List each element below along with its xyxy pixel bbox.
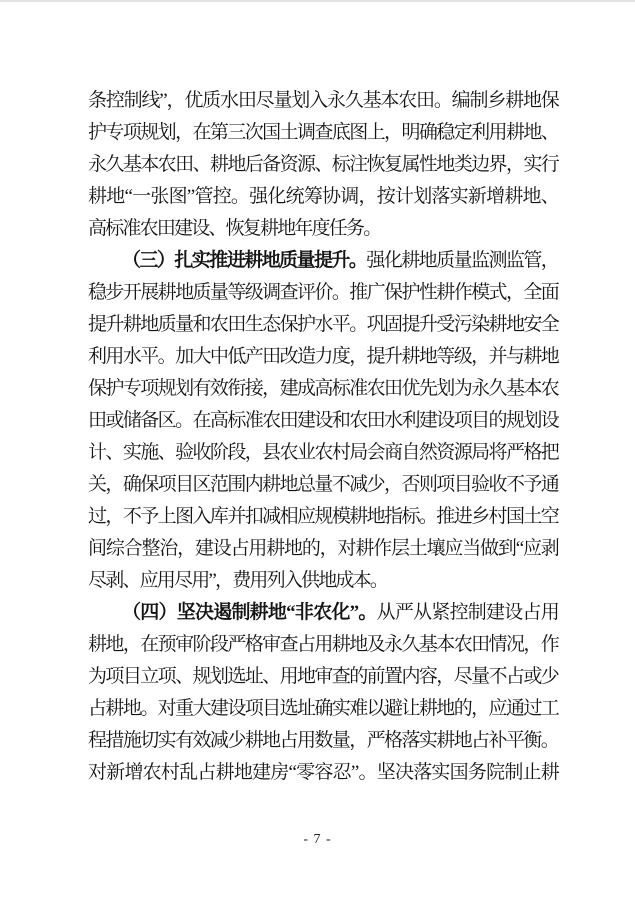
body-text-run: 条控制线”，优质水田尽量划入永久基本农田。编制乡耕地保 xyxy=(88,90,558,111)
text-line xyxy=(88,181,558,213)
section-heading-run: （三）扎实推进耕地质量提升。 xyxy=(122,250,367,271)
body-text-run: 为项目立项、规划选址、用地审查的前置内容，尽量不占或少 xyxy=(88,666,558,687)
text-line xyxy=(88,533,558,565)
text-line xyxy=(88,725,558,757)
body-text-run: 关，确保项目区范围内耕地总量不减少，否则项目验收不予通 xyxy=(88,474,558,495)
text-line xyxy=(88,85,558,117)
body-text-run: 尽剥、应用尽用”，费用列入供地成本。 xyxy=(88,570,388,591)
text-line xyxy=(88,629,558,661)
text-line xyxy=(88,213,558,245)
text-line xyxy=(88,341,558,373)
section-heading-run: （四）坚决遏制耕地“非农化”。 xyxy=(122,602,377,623)
body-text-run: 提升耕地质量和农田生态保护水平。巩固提升受污染耕地安全 xyxy=(88,314,558,335)
text-line xyxy=(88,597,558,629)
body-text-run: 高标准农田建设、恢复耕地年度任务。 xyxy=(88,218,381,239)
text-line xyxy=(88,757,558,789)
page-top-edge xyxy=(0,0,635,2)
body-text-run: 护专项规划，在第三次国土调查底图上，明确稳定利用耕地、 xyxy=(88,122,558,143)
body-text-run: 耕地，在预审阶段严格审查占用耕地及永久基本农田情况，作 xyxy=(88,634,558,655)
body-text-run: 耕地“一张图”管控。强化统筹协调，按计划落实新增耕地、 xyxy=(88,186,558,207)
text-line xyxy=(88,565,558,597)
body-text-run: 利用水平。加大中低产田改造力度，提升耕地等级，并与耕地 xyxy=(88,346,558,367)
text-line xyxy=(88,501,558,533)
text-line xyxy=(88,661,558,693)
text-line xyxy=(88,149,558,181)
body-text-run: 田或储备区。在高标准农田建设和农田水利建设项目的规划设 xyxy=(88,410,558,431)
body-text-run: 对新增农村乱占耕地建房“零容忍”。坚决落实国务院制止耕 xyxy=(88,762,558,783)
body-text-run: 计、实施、验收阶段，县农业农村局会商自然资源局将严格把 xyxy=(88,442,558,463)
page-number: - 7 - xyxy=(303,832,332,847)
body-text-run: 间综合整治，建设占用耕地的，对耕作层土壤应当做到“应剥 xyxy=(88,538,558,559)
body-text-run: 永久基本农田、耕地后备资源、标注恢复属性地类边界，实行 xyxy=(88,154,558,175)
body-text-run: 从严从紧控制建设占用 xyxy=(376,602,558,623)
body-text-run: 保护专项规划有效衔接，建成高标准农田优先划为永久基本农 xyxy=(88,378,558,399)
text-line xyxy=(88,277,558,309)
text-line xyxy=(88,373,558,405)
text-line xyxy=(88,437,558,469)
body-text-run: 强化耕地质量监测监管， xyxy=(366,250,558,271)
text-line xyxy=(88,117,558,149)
body-text-run: 程措施切实有效减少耕地占用数量，严格落实耕地占补平衡。 xyxy=(88,730,558,751)
text-line xyxy=(88,309,558,341)
body-text-run: 占耕地。对重大建设项目选址确实难以避让耕地的，应通过工 xyxy=(88,698,558,719)
body-text-run: 过，不予上图入库并扣减相应规模耕地指标。推进乡村国土空 xyxy=(88,506,558,527)
text-line xyxy=(88,405,558,437)
text-line xyxy=(88,245,558,277)
document-body-text xyxy=(88,85,558,789)
text-line xyxy=(88,469,558,501)
body-text-run: 稳步开展耕地质量等级调查评价。推广保护性耕作模式，全面 xyxy=(88,282,558,303)
text-line xyxy=(88,693,558,725)
